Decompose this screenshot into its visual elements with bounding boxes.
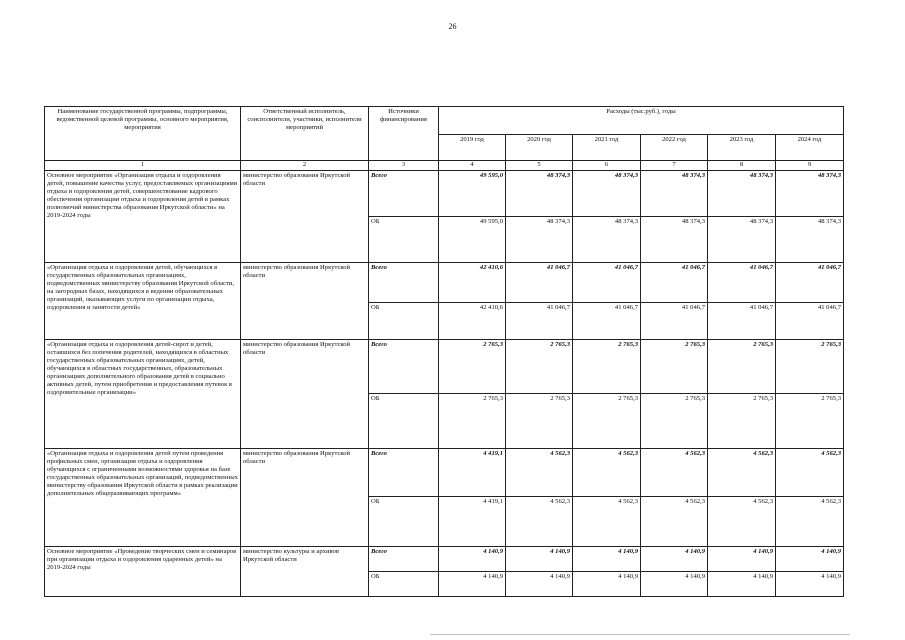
- header-year: 2023 год: [708, 135, 776, 161]
- column-number: 1: [45, 161, 241, 171]
- expense-value: 4 562,3: [573, 449, 641, 497]
- header-year: 2021 год: [573, 135, 641, 161]
- expense-value: 41 046,7: [776, 263, 844, 303]
- expense-value: 4 140,9: [573, 547, 641, 572]
- funding-source-total: Всего: [369, 449, 439, 497]
- expense-value: 41 046,7: [506, 263, 573, 303]
- expense-value: 41 046,7: [776, 303, 844, 340]
- column-number: 9: [776, 161, 844, 171]
- expense-value: 4 562,3: [641, 497, 708, 547]
- table-header: [45, 107, 844, 171]
- expense-value: 48 374,3: [573, 217, 641, 263]
- expense-value: 41 046,7: [573, 303, 641, 340]
- expense-value: 4 140,9: [641, 547, 708, 572]
- activity-name: Основное мероприятие «Организация отдыха и оздоровления детей, повышение качества услуг, предоставляемых организациями отдыха и оздоровления детей, совершенствование кадрового обеспечения организации отдыха и оздоровления детей в рамках полномочий министерства образования Иркутской области» на 2019-2024 годы: [45, 171, 241, 263]
- expense-value: 4 140,9: [439, 572, 506, 597]
- expense-value: 2 765,3: [776, 340, 844, 394]
- expense-value: 4 140,9: [708, 572, 776, 597]
- expense-value: 48 374,3: [506, 171, 573, 217]
- activity-name: «Организация отдыха и оздоровления детей, обучающихся в государственных образовательных организациях, подведомственных министерству образования Иркутской области, на загородных базах, находящихся в ведении образовательных организаций, оказывающих услуги по организации отдыха, оздоровления и занятости детей»: [45, 263, 241, 340]
- header-expenses: Расходы (тыс.руб.), годы: [439, 107, 844, 135]
- funding-source-total: Всего: [369, 547, 439, 572]
- expense-value: 48 374,3: [506, 217, 573, 263]
- budget-table: [44, 106, 844, 597]
- header-year: 2019 год: [439, 135, 506, 161]
- funding-source-ob: ОБ: [369, 497, 439, 547]
- header-responsible: Ответственный исполнитель, соисполнители, участники, исполнители мероприятий: [241, 107, 369, 161]
- column-number: 6: [573, 161, 641, 171]
- funding-source-ob: ОБ: [369, 217, 439, 263]
- expense-value: 4 562,3: [506, 497, 573, 547]
- responsible-executor: министерство образования Иркутской области: [241, 449, 369, 547]
- header-source: Источники финансирования: [369, 107, 439, 161]
- expense-value: 4 562,3: [776, 449, 844, 497]
- expense-value: 2 765,3: [573, 394, 641, 449]
- expense-value: 2 765,3: [573, 340, 641, 394]
- table-row-total: [45, 449, 844, 497]
- column-number: 3: [369, 161, 439, 171]
- expense-value: 4 140,9: [439, 547, 506, 572]
- responsible-executor: министерство культуры и архивов Иркутской области: [241, 547, 369, 597]
- expense-value: 4 562,3: [708, 449, 776, 497]
- header-name: Наименование государственной программы, подпрограммы, ведомственной целевой программы, основного мероприятия, мероприятия: [45, 107, 241, 161]
- expense-value: 2 765,3: [506, 394, 573, 449]
- expense-value: 48 374,3: [776, 217, 844, 263]
- column-number: 5: [506, 161, 573, 171]
- table-row-total: [45, 263, 844, 303]
- responsible-executor: министерство образования Иркутской области: [241, 263, 369, 340]
- page-bottom-divider: [430, 634, 850, 635]
- expense-value: 48 374,3: [573, 171, 641, 217]
- table-row-group: [45, 171, 844, 263]
- header-year: 2020 год: [506, 135, 573, 161]
- expense-value: 41 046,7: [506, 303, 573, 340]
- expense-value: 48 374,3: [641, 217, 708, 263]
- header-year: 2022 год: [641, 135, 708, 161]
- funding-source-ob: ОБ: [369, 303, 439, 340]
- expense-value: 4 140,9: [776, 572, 844, 597]
- expense-value: 2 765,3: [641, 340, 708, 394]
- expense-value: 48 374,3: [708, 217, 776, 263]
- expense-value: 41 046,7: [708, 303, 776, 340]
- table-row-group: [45, 263, 844, 340]
- column-number: 2: [241, 161, 369, 171]
- expense-value: 48 374,3: [708, 171, 776, 217]
- funding-source-total: Всего: [369, 340, 439, 394]
- funding-source-ob: ОБ: [369, 394, 439, 449]
- table-row-total: [45, 547, 844, 572]
- expense-value: 42 410,6: [439, 263, 506, 303]
- table-row-group: [45, 340, 844, 449]
- activity-name: Основное мероприятие «Проведение творческих смен и семинаров при организации отдыха и оздоровления одаренных детей» на 2019-2024 годы: [45, 547, 241, 597]
- expense-value: 48 374,3: [776, 171, 844, 217]
- expense-value: 41 046,7: [641, 263, 708, 303]
- column-number: 4: [439, 161, 506, 171]
- funding-source-total: Всего: [369, 263, 439, 303]
- page-number: 26: [448, 22, 457, 31]
- expense-value: 2 765,3: [506, 340, 573, 394]
- responsible-executor: министерство образования Иркутской области: [241, 340, 369, 449]
- expense-value: 4 140,9: [506, 572, 573, 597]
- expense-value: 2 765,3: [708, 340, 776, 394]
- column-number-row: [45, 161, 844, 171]
- funding-source-total: Всего: [369, 171, 439, 217]
- expense-value: 2 765,3: [776, 394, 844, 449]
- expense-value: 4 419,1: [439, 497, 506, 547]
- activity-name: «Организация отдыха и оздоровления детей-сирот и детей, оставшихся без попечения родителей, находящихся в областных государственных образовательных организациях, детей, обучающихся в областных государственных, образовательных организациях дополнительного образования детей в социально активных детей, путем приобретения и предоставления путевок в оздоровительные организации»: [45, 340, 241, 449]
- table-row-total: [45, 171, 844, 217]
- expense-value: 2 765,3: [708, 394, 776, 449]
- header-year: 2024 год: [776, 135, 844, 161]
- responsible-executor: министерство образования Иркутской области: [241, 171, 369, 263]
- expense-value: 4 140,9: [573, 572, 641, 597]
- expense-value: 2 765,3: [439, 340, 506, 394]
- expense-value: 2 765,3: [439, 394, 506, 449]
- expense-value: 4 562,3: [641, 449, 708, 497]
- table-row-total: [45, 340, 844, 394]
- column-number: 7: [641, 161, 708, 171]
- expense-value: 41 046,7: [573, 263, 641, 303]
- expense-value: 4 562,3: [776, 497, 844, 547]
- funding-source-ob: ОБ: [369, 572, 439, 597]
- expense-value: 41 046,7: [641, 303, 708, 340]
- expense-value: 4 562,3: [708, 497, 776, 547]
- expense-value: 41 046,7: [708, 263, 776, 303]
- expense-value: 4 140,9: [708, 547, 776, 572]
- expense-value: 4 140,9: [506, 547, 573, 572]
- expense-value: 4 419,1: [439, 449, 506, 497]
- expense-value: 2 765,3: [641, 394, 708, 449]
- table-row-group: [45, 449, 844, 547]
- expense-value: 4 562,3: [573, 497, 641, 547]
- expense-value: 4 140,9: [641, 572, 708, 597]
- table-row-group: [45, 547, 844, 597]
- expense-value: 4 140,9: [776, 547, 844, 572]
- column-number: 8: [708, 161, 776, 171]
- expense-value: 48 374,3: [641, 171, 708, 217]
- expense-value: 42 410,6: [439, 303, 506, 340]
- expense-value: 4 562,3: [506, 449, 573, 497]
- expense-value: 49 595,0: [439, 217, 506, 263]
- activity-name: «Организация отдыха и оздоровления детей путем проведения профильных смен, организация отдыха и оздоровления обучающихся с ограниченными возможностями здоровья на базе государственных образовательных организаций, подведомственных министерству образования Иркутской области в рамках реализации дополнительных общеразвивающих программ»: [45, 449, 241, 547]
- expense-value: 49 595,0: [439, 171, 506, 217]
